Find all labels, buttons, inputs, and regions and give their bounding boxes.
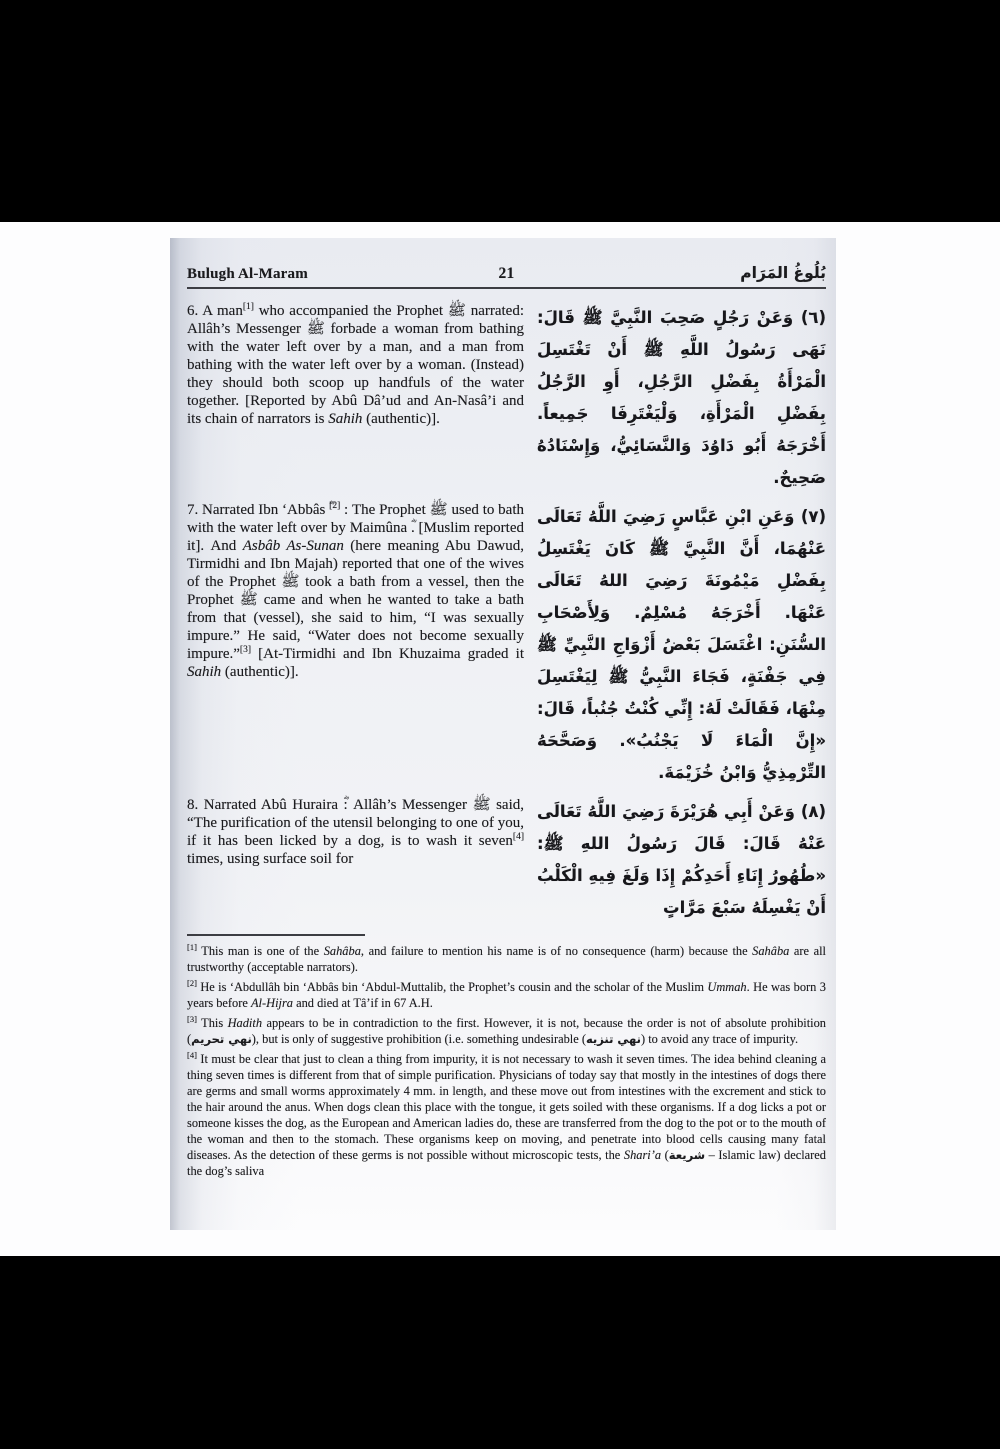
header-rule xyxy=(187,287,826,289)
hadith-entry xyxy=(187,796,826,924)
footnote-separator-rule xyxy=(187,934,365,936)
footnote-ref: [3] xyxy=(239,645,251,655)
bottom-black-band xyxy=(0,1256,1000,1449)
scan-background xyxy=(0,222,1000,1256)
inline-arabic-term: نهي تنزيه xyxy=(585,1032,641,1046)
top-black-band xyxy=(0,0,1000,222)
inline-arabic-term: شريعة xyxy=(668,1148,706,1162)
running-title-arabic: بُلُوغُ المَرَام xyxy=(740,264,826,282)
hadith-arabic-text: (٦) وَعَنْ رَجُلٍ صَحِبَ النَّبِيَّ ﷺ قَالَ: نَهَى رَسُولُ اللَّهِ ﷺ أَنْ تَغْتَسِلَ الْمَرْأَةُ بِفَضْلِ الرَّجُلِ، أَوِ الرَّجُلُ بِفَضْلِ الْمَرْأَةِ، وَلْيَغْتَرِفَا جَمِيعاً. أَخْرَجَهُ أَبُو دَاوُدَ وَالنَّسَائِيُّ، وَإِسْنَادُهُ صَحِيحٌ. xyxy=(537,308,826,487)
footnote: [1] This man is one of the Sahâba, and failure to mention his name is of no consequence (harm) because the Sahâba are all trustworthy (acceptable narrators). xyxy=(187,941,826,974)
hadith-english-text: 6. A man[1] who accompanied the Prophet ﷺ narrated: Allâh’s Messenger ﷺ forbade a woman from bathing with the water left over by a man, and a man from bathing with the water left over by a woman. (Instead) they should both scoop up handfuls of the water together. [Reported by Abû Dâ’ud and An-Nasâ’i and its chain of narrators is Sahih (authentic)]. xyxy=(187,302,524,427)
footnote-ref: [4] xyxy=(187,1049,197,1060)
footnote-ref: [1] xyxy=(187,941,197,952)
footnote: [3] This Hadith appears to be in contradiction to the first. However, it is not, because the order is not of absolute prohibition (نهي تحريم), but is only of suggestive prohibition (i.e. something undesirable (نهي تنزيه) to avoid any trace of impurity. xyxy=(187,1013,826,1046)
footnote-section xyxy=(187,943,826,1179)
footnote-ref: [2] xyxy=(187,977,197,988)
hadith-arabic-text: (٨) وَعَنْ أَبِي هُرَيْرَةَ رَضِيَ اللَّهُ تَعَالَى عَنْهُ قَالَ: قَالَ رَسُولُ اللهِ ﷺ: «طُهُورُ إِنَاءِ أَحَدِكُمْ إِذَا وَلَغَ فِيهِ الْكَلْبُ أَنْ يَغْسِلَهُ سَبْعَ مَرَّاتٍ xyxy=(537,802,826,917)
book-page xyxy=(170,238,836,1230)
inline-arabic-term: نهي تحريم xyxy=(191,1032,252,1046)
footnote: [2] He is ‘Abdullâh bin ‘Abbâs bin ‘Abdul-Muttalib, the Prophet’s cousin and the scholar of the Muslim Ummah. He was born 3 years before Al-Hijra and died at Tâ’if in 67 A.H. xyxy=(187,977,826,1010)
footnote-ref: [2] xyxy=(329,501,341,511)
page-header xyxy=(187,264,826,283)
footnote-ref: [4] xyxy=(512,832,524,842)
footnote-ref: [1] xyxy=(242,302,254,312)
hadith-arabic-text: (٧) وَعَنِ ابْنِ عَبَّاسٍ رَضِيَ اللَّهُ تَعَالَى عَنْهُمَا، أَنَّ النَّبِيَّ ﷺ كَانَ يَغْتَسِلُ بِفَضْلِ مَيْمُونَةَ رَضِيَ اللهُ تَعَالَى عَنْهَا. أَخْرَجَهُ مُسْلِمٌ. وَلِأَصْحَابِ السُّنَنِ: اغْتَسَلَ بَعْضُ أَزْوَاجِ النَّبِيِّ ﷺ فِي جَفْنَةٍ، فَجَاءَ النَّبِيُّ ﷺ لِيَغْتَسِلَ مِنْهَا، فَقَالَتْ لَهُ: إِنِّي كُنْتُ جُنُباً، قَالَ: «إِنَّ الْمَاءَ لَا يَجْنُبُ». وَصَحَّحَهُ التِّرْمِذِيُّ وَابْنُ خُزَيْمَةَ. xyxy=(537,507,826,782)
hadith-english-text: 8. Narrated Abû Huraira ؓ: Allâh’s Messenger ﷺ said, “The purification of the utensil belonging to one of you, if it has been licked by a dog, is to wash it seven[4] times, using surface soil for xyxy=(187,797,524,867)
hadith-entry xyxy=(187,302,826,494)
footnote-ref: [3] xyxy=(187,1013,197,1024)
hadith-entry xyxy=(187,501,826,789)
running-title-english: Bulugh Al-Maram xyxy=(187,266,308,282)
hadith-list xyxy=(187,302,826,924)
page-number: 21 xyxy=(498,265,515,282)
footnote: [4] It must be clear that just to clean a thing from impurity, it is not necessary to wash it seven times. The idea behind cleaning a thing seven times is different from that of simple purification. Physicians of today say that mostly in the intestines of dogs there are germs and small worms approximately 4 mm. in length, and these move out from intestines with the excrement and stick to the hair around the anus. When dogs clean this place with the tongue, it gets soiled with these organisms. If a dog licks a pot or someone kisses the dog, as the European and American ladies do, these are transferred from the dog to the pot or to the mouth of the woman and then to the stomach. These organisms keep on moving, and penetrate into blood cells causing many fatal diseases. As the detection of these germs is not possible without microscopic tests, the Shari’a (شريعة – Islamic law) declared the dog’s saliva xyxy=(187,1049,826,1178)
hadith-english-text: 7. Narrated Ibn ‘Abbâs ؓ[2] : The Prophet ﷺ used to bath with the water left over by Maimûna ؓ. [Muslim reported it]. And Asbâb As-Sunan (here meaning Abu Dawud, Tirmidhi and Ibn Majah) reported that one of the wives of the Prophet ﷺ took a bath from a vessel, then the Prophet ﷺ came and when he wanted to take a bath from that (vessel), she said to him, “I was sexually impure.” He said, “Water does not become sexually impure.”[3] [At-Tirmidhi and Ibn Khuzaima graded it Sahih (authentic)]. xyxy=(187,501,524,680)
